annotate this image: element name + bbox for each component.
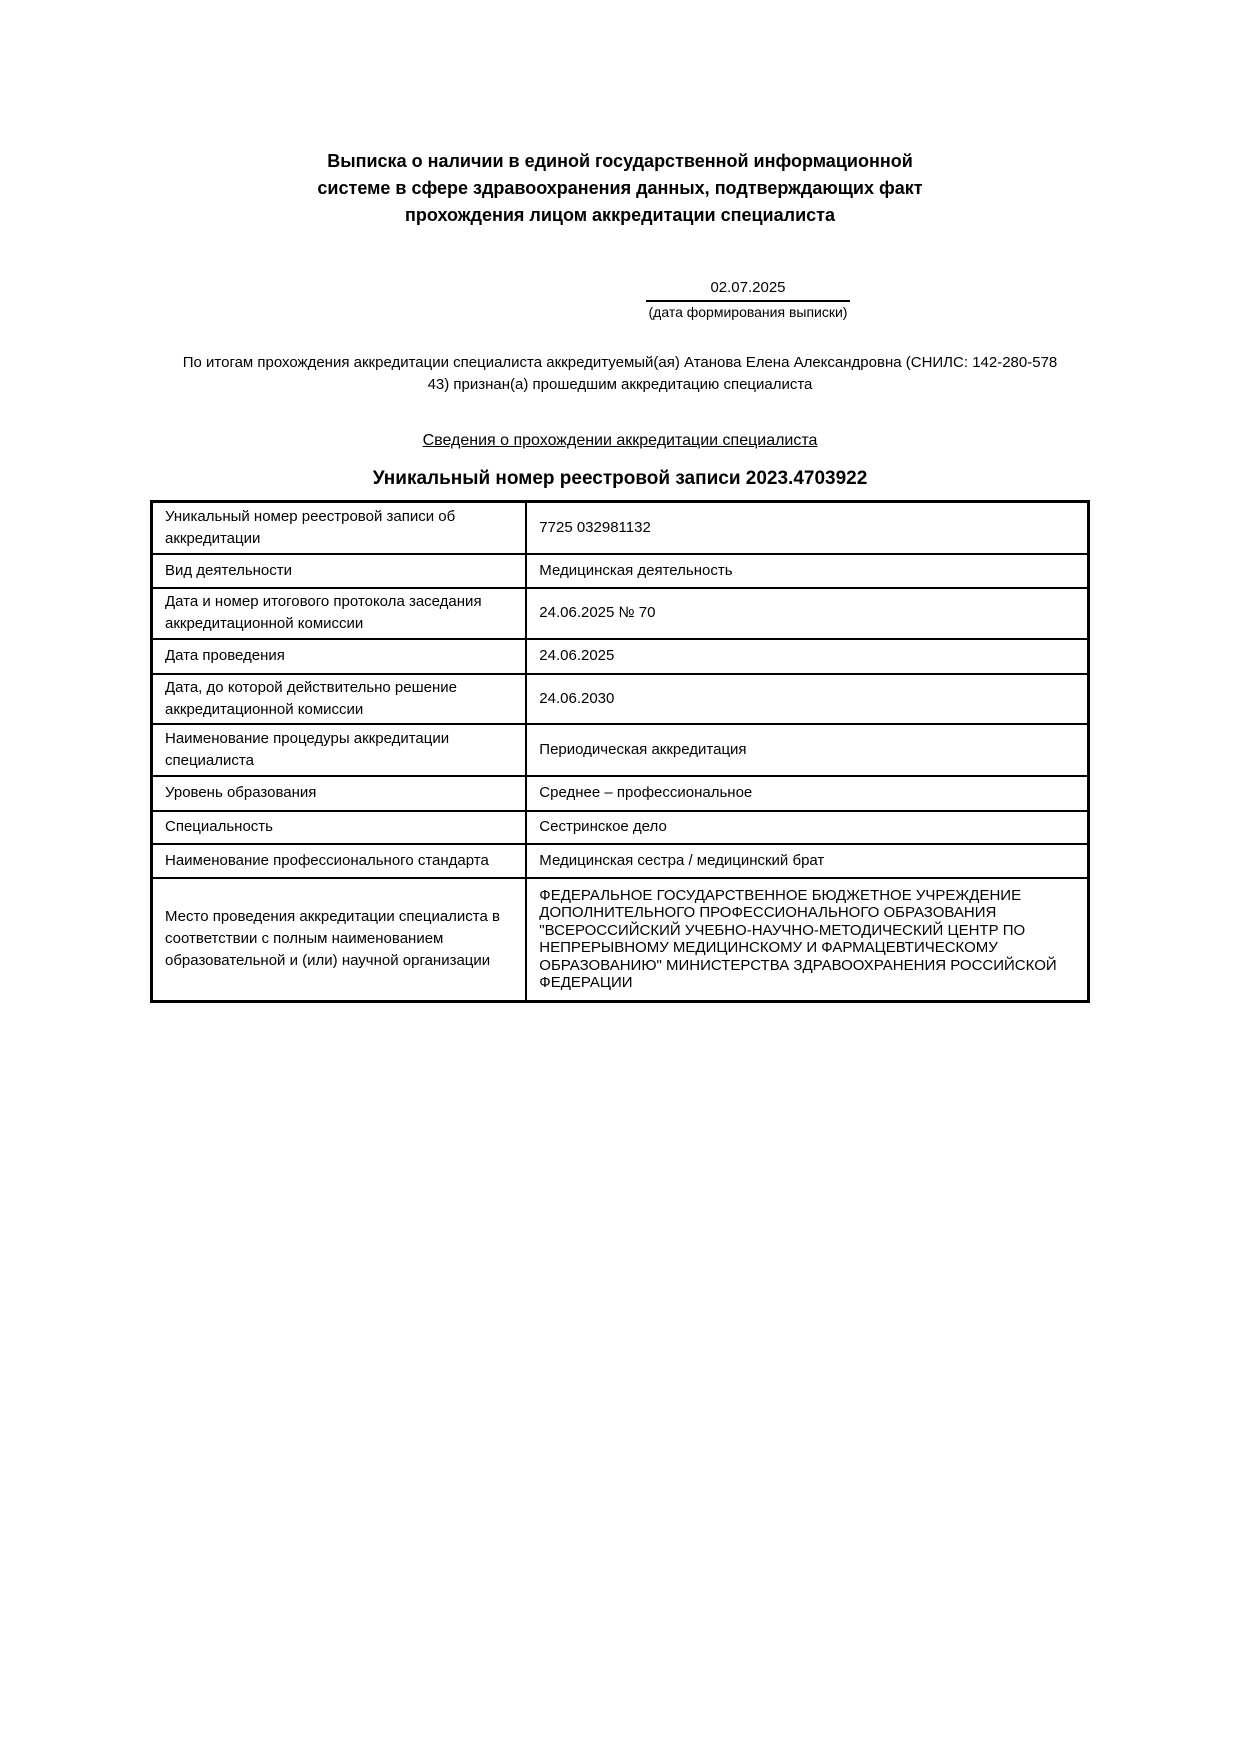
row-value-cell: Медицинская сестра / медицинский брат	[526, 844, 1088, 878]
document-title-line-3: прохождения лицом аккредитации специалиста	[405, 205, 835, 225]
row-label-cell: Место проведения аккредитации специалиста в соответствии с полным наименованием образовательной и (или) научной организации	[152, 878, 527, 1002]
table-row	[152, 844, 1089, 878]
row-label-cell: Наименование профессионального стандарта	[152, 844, 527, 878]
table-row	[152, 554, 1089, 588]
table-row	[152, 588, 1089, 639]
table-row	[152, 502, 1089, 554]
table-row	[152, 878, 1089, 1002]
row-value-cell: Периодическая аккредитация	[526, 724, 1088, 776]
table-row	[152, 639, 1089, 674]
registry-record-heading: Уникальный номер реестровой записи 2023.4703922	[372, 468, 868, 489]
formation-date-block	[646, 277, 850, 322]
row-label-cell: Дата и номер итогового протокола заседания аккредитационной комиссии	[152, 588, 527, 639]
row-value-cell: 24.06.2030	[526, 674, 1088, 724]
intro-line-1: По итогам прохождения аккредитации специалиста аккредитуемый(ая) Атанова Елена Александровна (СНИЛС: 142-280-578	[182, 354, 1058, 371]
document-title-line-2: системе в сфере здравоохранения данных, подтверждающих факт	[317, 178, 923, 198]
table-row	[152, 776, 1089, 811]
intro-line-2: 43) признан(а) прошедшим аккредитацию специалиста	[427, 376, 813, 393]
row-label-cell: Уровень образования	[152, 776, 527, 811]
row-label-cell: Специальность	[152, 811, 527, 844]
row-value-cell: 24.06.2025 № 70	[526, 588, 1088, 639]
row-value-cell: 24.06.2025	[526, 639, 1088, 674]
row-value-cell: 7725 032981132	[526, 502, 1088, 554]
row-value-cell: Сестринское дело	[526, 811, 1088, 844]
row-label-cell: Вид деятельности	[152, 554, 527, 588]
row-label-cell: Дата, до которой действительно решение аккредитационной комиссии	[152, 674, 527, 724]
table-row	[152, 724, 1089, 776]
intro-paragraph	[150, 352, 1090, 396]
document-title-line-1: Выписка о наличии в единой государственной информационной	[327, 151, 913, 171]
document-title	[150, 148, 1090, 229]
table-row	[152, 674, 1089, 724]
section-heading: Сведения о прохождении аккредитации специалиста	[422, 432, 818, 449]
row-value-cell: Среднее – профессиональное	[526, 776, 1088, 811]
formation-date-value: 02.07.2025	[646, 277, 850, 302]
formation-date-caption: (дата формирования выписки)	[648, 304, 848, 320]
row-label-cell: Наименование процедуры аккредитации специалиста	[152, 724, 527, 776]
row-label-cell: Уникальный номер реестровой записи об аккредитации	[152, 502, 527, 554]
row-value-cell: Медицинская деятельность	[526, 554, 1088, 588]
accreditation-table	[150, 500, 1090, 1003]
row-value-cell: ФЕДЕРАЛЬНОЕ ГОСУДАРСТВЕННОЕ БЮДЖЕТНОЕ УЧРЕЖДЕНИЕ ДОПОЛНИТЕЛЬНОГО ПРОФЕССИОНАЛЬНОГО ОБРАЗОВАНИЯ "ВСЕРОССИЙСКИЙ УЧЕБНО-НАУЧНО-МЕТОДИЧЕСКИЙ ЦЕНТР ПО НЕПРЕРЫВНОМУ МЕДИЦИНСКОМУ И ФАРМАЦЕВТИЧЕСКОМУ ОБРАЗОВАНИЮ" МИНИСТЕРСТВА ЗДРАВООХРАНЕНИЯ РОССИЙСКОЙ ФЕДЕРАЦИИ	[526, 878, 1088, 1002]
table-row	[152, 811, 1089, 844]
row-label-cell: Дата проведения	[152, 639, 527, 674]
